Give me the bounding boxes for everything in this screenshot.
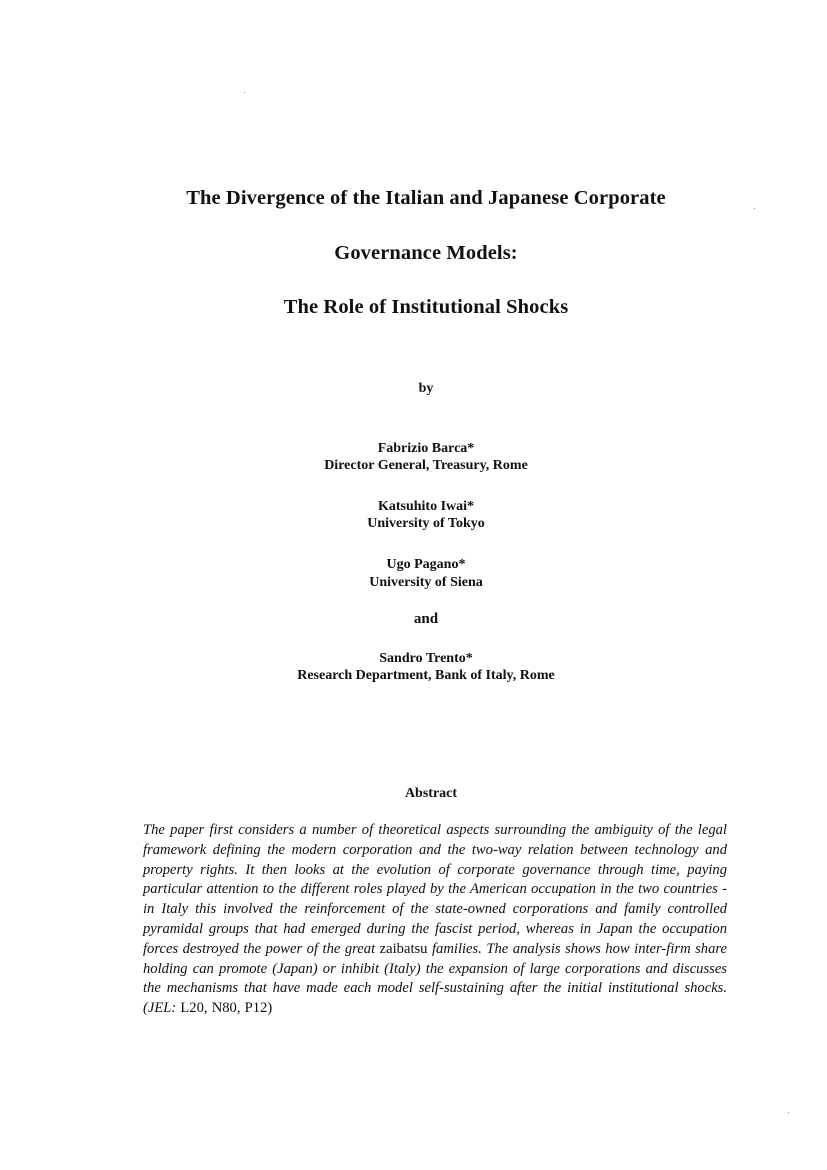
paper-title-line-1: The Divergence of the Italian and Japanese Corporate [186,187,666,209]
abstract-text-part-1: The paper first considers a number of theoretical aspects surrounding the ambiguity of the legal framework defining the modern corporation and the two-way relation between technology and property rights. It then looks at the evolution of corporate governance through time, paying particular attention to the different roles played by the American occupation in the two countries - in Italy this involved the reinforcement of the state-owned corporations and family controlled pyramidal groups that had emerged during the fascist period, whereas in Japan the occupation forces destroyed the power of the great [143,822,727,957]
author-name-iwai: Katsuhito Iwai* [377,499,475,514]
scan-speck [788,1112,789,1113]
author-name-pagano: Ugo Pagano* [386,557,466,572]
by-label: by [418,381,434,396]
abstract-jel-codes: L20, N80, P12) [180,1000,273,1017]
scan-speck [754,208,755,209]
paper-title-line-3: The Role of Institutional Shocks [283,296,569,318]
scan-speck [244,92,245,93]
author-affiliation-trento: Research Department, Bank of Italy, Rome [297,668,555,683]
paper-title-line-2: Governance Models: [334,242,518,264]
abstract-zaibatsu-term: zaibatsu [379,940,428,957]
and-label: and [413,611,439,627]
author-name-barca: Fabrizio Barca* [377,441,475,456]
author-affiliation-barca: Director General, Treasury, Rome [324,458,528,473]
author-affiliation-iwai: University of Tokyo [367,516,485,531]
abstract-body [143,821,727,1019]
author-affiliation-pagano: University of Siena [369,575,483,590]
author-name-trento: Sandro Trento* [379,651,473,666]
abstract-text-part-2: families. The analysis shows how inter-firm share holding can promote (Japan) or inhibit (Italy) the expansion of large corporations and discusses the mechanisms that have made each model self-sustaining after the initial institutional shocks. (JEL: [143,940,727,1017]
abstract-heading: Abstract [404,786,458,801]
